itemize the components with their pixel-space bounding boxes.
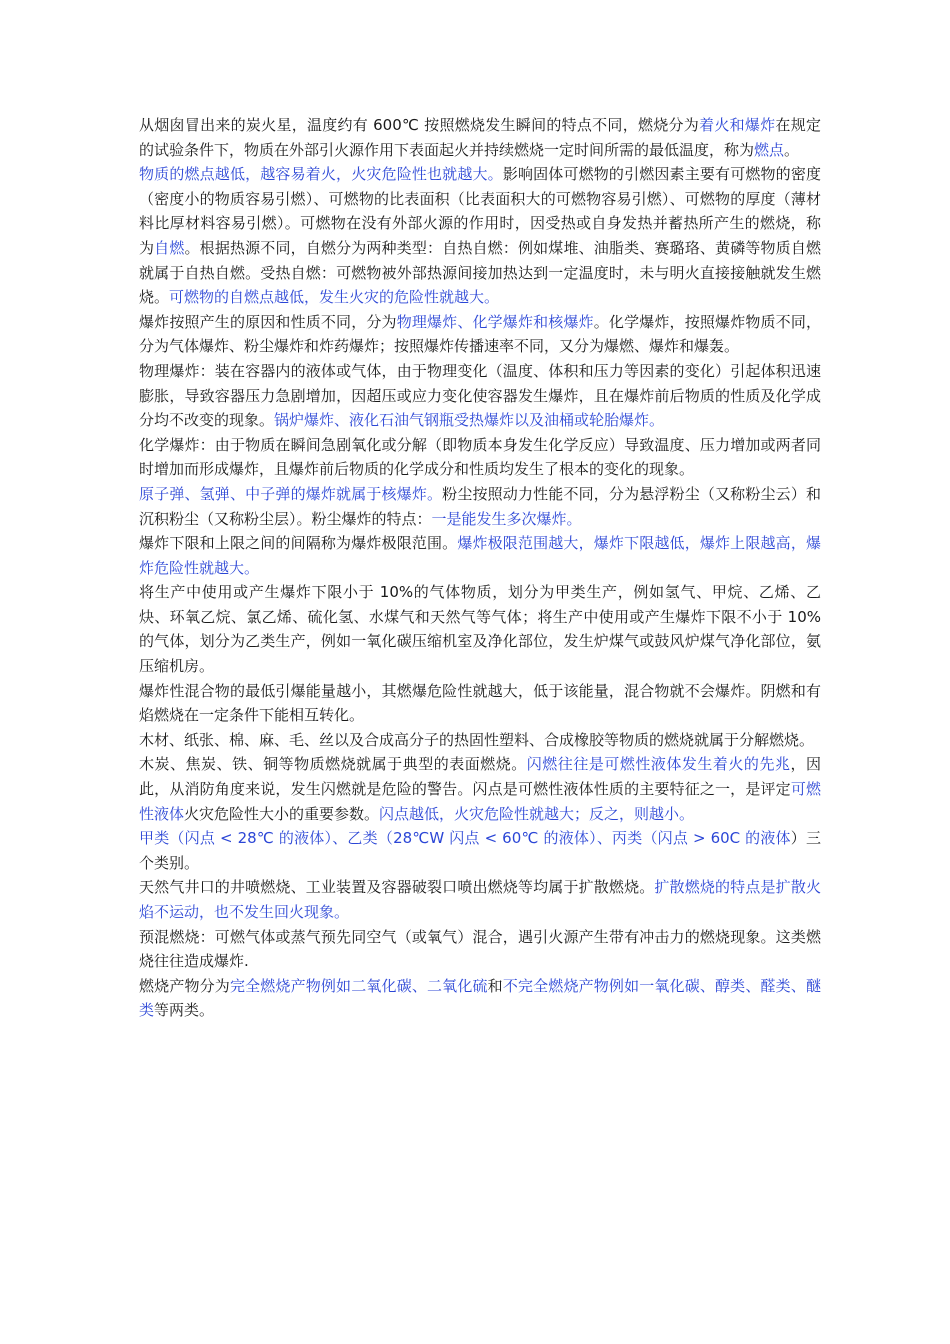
body-text: 爆炸按照产生的原因和性质不同，分为 [139,312,397,331]
body-text: 在规定的试验条件下，物质在外部引火源作用下表面起火并持续燃烧一定时间所需的最低温度，称为 [139,116,821,159]
body-text: 天然气井口的井喷燃烧、工业装置及容器破裂口喷出燃烧等均属于扩散燃烧。 [139,878,655,897]
highlighted-text: 甲类（闪点 < 28℃ 的液体）、乙类（28℃W 闪点 < 60℃ 的液体）、丙类（闪点 > 60C 的液体 [139,829,791,848]
highlighted-text: 一是能发生多次爆炸。 [431,509,582,528]
highlighted-text: 爆炸极限范围越大，爆炸下限越低，爆炸上限越高，爆炸危险性就越大。 [139,534,821,577]
highlighted-text: 物质的燃点越低，越容易着火，火灾危险性也就越大。 [139,165,503,184]
highlighted-text: 燃点 [754,140,785,159]
body-text: 木材、纸张、棉、麻、毛、丝以及合成高分子的热固性塑料、合成橡胶等物质的燃烧就属于分解燃烧。 [139,730,815,749]
highlighted-text: 闪燃往往是可燃性液体发生着火的先兆 [526,755,791,774]
paragraph [139,826,821,875]
highlighted-text: 自燃 [154,238,185,257]
body-text: 。根据热源不同，自燃分为两种类型：自热自燃：例如煤堆、油脂类、赛璐珞、黄磷等物质自燃就属于自热自燃。受热自燃：可燃物被外部热源间接加热达到一定温度时，未与明火直接接触就发生燃烧。 [139,238,821,307]
body-text: 预混燃烧：可燃气体或蒸气预先同空气（或氧气）混合，遇引火源产生带有冲击力的燃烧现象。这类燃烧往往造成爆炸. [139,927,821,971]
paragraph [139,531,821,580]
highlighted-text: 锅炉爆炸、液化石油气钢瓶受热爆炸以及油桶或轮胎爆炸。 [274,411,665,430]
document-body [139,113,821,1023]
body-text: ）三个类别。 [139,829,821,872]
paragraph [139,974,821,1023]
highlighted-text: 扩散燃烧的特点是扩散火焰不运动，也不发生回火现象。 [139,878,821,921]
paragraph [139,875,821,924]
paragraph [139,113,821,162]
highlighted-text: 不完全燃烧产物例如一氧化碳、醇类、醛类、醚类 [139,976,821,1020]
paragraph [139,728,821,753]
paragraph [139,359,821,433]
paragraph [139,482,821,531]
body-text: ，因此，从消防角度来说，发生闪燃就是危险的警告。闪点是可燃性液体性质的主要特征之一，是评定 [139,755,821,799]
body-text: 火灾危险性大小的重要参数。 [184,804,380,823]
highlighted-text: 原子弹、氢弹、中子弹的爆炸就属于核爆炸。 [139,484,443,503]
paragraph [139,162,821,310]
paragraph [139,433,821,482]
body-text: 粉尘按照动力性能不同，分为悬浮粉尘（又称粉尘云）和沉积粉尘（又称粉尘层）。粉尘爆炸的特点： [139,484,821,528]
paragraph [139,925,821,974]
highlighted-text: 闪点越低，火灾危险性就越大；反之，则越小。 [379,804,695,823]
body-text: 化学爆炸：由于物质在瞬间急剧氧化或分解（即物质本身发生化学反应）导致温度、压力增加或两者同时增加而形成爆炸，且爆炸前后物质的化学成分和性质均发生了根本的变化的现象。 [139,435,821,479]
body-text: 将生产中使用或产生爆炸下限小于 10%的气体物质，划分为甲类生产，例如氢气、甲烷、乙烯、乙炔、环氧乙烷、氯乙烯、硫化氢、水煤气和天然气等气体；将生产中使用或产生爆炸下限不小于 10%的气体，划分为乙类生产，例如一氧化碳压缩机室及净化部位，发生炉煤气或鼓风炉煤气净化部位，氨压缩机房。 [139,583,821,676]
highlighted-text: 可燃性液体 [139,780,821,823]
highlighted-text: 可燃物的自燃点越低，发生火灾的危险性就越大。 [169,288,500,307]
body-text: 木炭、焦炭、铁、铜等物质燃烧就属于典型的表面燃烧。 [139,755,527,774]
body-text: 和 [487,976,503,995]
body-text: 物理爆炸：装在容器内的液体或气体，由于物理变化（温度、体积和压力等因素的变化）引起体积迅速膨胀，导致容器压力急剧增加，因超压或应力变化使容器发生爆炸，且在爆炸前后物质的性质及化学成分均不改变的现象。 [139,361,821,430]
body-text: 影响固体可燃物的引燃因素主要有可燃物的密度（密度小的物质容易引燃）、可燃物的比表面积（比表面积大的可燃物容易引燃）、可燃物的厚度（薄材料比厚材料容易引燃）。可燃物在没有外部火源的作用时，因受热或自身发热并蓄热所产生的燃烧，称为 [139,165,821,257]
highlighted-text: 完全燃烧产物例如二氧化碳、二氧化硫 [229,976,488,995]
highlighted-text: 物理爆炸、化学爆炸和核爆炸 [396,312,594,331]
body-text: 爆炸性混合物的最低引爆能量越小，其燃爆危险性就越大，低于该能量，混合物就不会爆炸。阴燃和有焰燃烧在一定条件下能相互转化。 [139,681,821,725]
paragraph [139,580,821,678]
body-text: 。 [784,140,800,159]
highlighted-text: 着火和爆炸 [699,116,776,134]
body-text: 爆炸下限和上限之间的间隔称为爆炸极限范围。 [139,534,458,553]
paragraph [139,310,821,359]
body-text: 。化学爆炸，按照爆炸物质不同，分为气体爆炸、粉尘爆炸和炸药爆炸；按照爆炸传播速率不同，又分为爆燃、爆炸和爆轰。 [139,312,821,356]
body-text: 燃烧产物分为 [139,976,230,995]
body-text: 等两类。 [154,1001,215,1020]
paragraph [139,679,821,728]
body-text: 从烟囱冒出来的炭火星，温度约有 600℃ 按照燃烧发生瞬间的特点不同，燃烧分为 [139,116,700,134]
paragraph [139,752,821,826]
